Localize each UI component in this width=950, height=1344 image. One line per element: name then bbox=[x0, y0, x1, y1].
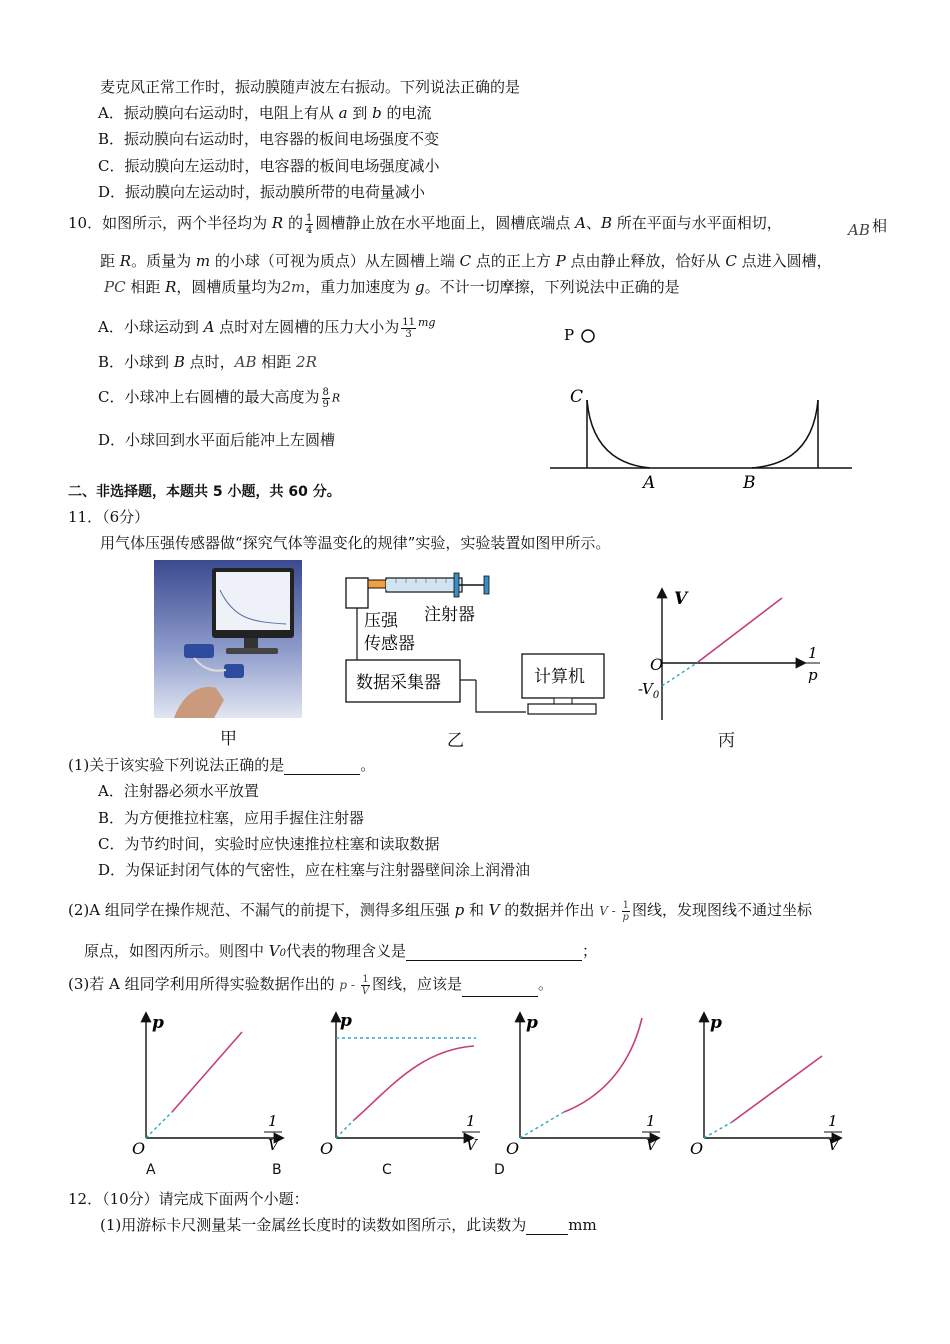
figure-jia-photo bbox=[154, 560, 302, 718]
q11-header: 11．（6分） bbox=[68, 508, 150, 526]
q10-option-c: C．小球冲上右圆槽的最大高度为 $\frac{8}{9}$ R bbox=[98, 386, 341, 410]
p-1v-expression: p - $\frac{1}{V}$ bbox=[339, 974, 370, 997]
figure-yi-label: 乙 bbox=[447, 731, 464, 751]
q10-line1: 10．如图所示，两个半径均为 R 的 $\frac{1}{4}$ 圆槽静止放在水平地面上，圆槽底端点 A、B 所在平面与水平面相切， bbox=[68, 212, 782, 236]
figure-jia-label: 甲 bbox=[220, 729, 237, 749]
label-collector: 数据采集器 bbox=[356, 673, 441, 693]
svg-text:1: 1 bbox=[466, 1112, 476, 1130]
label-syringe: 注射器 bbox=[424, 605, 475, 625]
q12-part1: (1)用游标卡尺测量某一金属丝长度时的读数如图所示，此读数为 mm bbox=[100, 1216, 597, 1234]
q10-option-a: A．小球运动到 A 点时对左圆槽的压力大小为 $\frac{11}{3}$ $^{mg}$ bbox=[98, 316, 436, 340]
q12-header: 12．（10分）请完成下面两个小题： bbox=[68, 1190, 309, 1208]
q9-option-d: D．振动膜向左运动时，振动膜所带的电荷量减小 bbox=[98, 183, 426, 201]
svg-text:p: p bbox=[340, 1011, 352, 1031]
q11-part1-answer-blank[interactable] bbox=[284, 758, 360, 775]
label-computer: 计算机 bbox=[534, 667, 585, 687]
choice-graph-d[interactable] bbox=[690, 1013, 842, 1158]
svg-text:V: V bbox=[828, 1136, 839, 1154]
choice-label-b: B bbox=[272, 1162, 282, 1178]
origin-label: O bbox=[650, 655, 664, 674]
label-sensor-line1: 压强 bbox=[364, 611, 398, 631]
q9-option-c: C．振动膜向左运动时，电容器的板间电场强度减小 bbox=[98, 157, 440, 175]
neg-v0-label: $-V_0$ bbox=[638, 680, 660, 701]
svg-text:1: 1 bbox=[646, 1112, 656, 1130]
q11-part2-line2: 原点，如图丙所示。则图中 V0代表的物理含义是 ； bbox=[84, 942, 598, 960]
q10-line1-end: 相 bbox=[872, 217, 888, 235]
computer-base bbox=[528, 704, 596, 714]
svg-text:V: V bbox=[646, 1136, 657, 1154]
label-b: B bbox=[743, 473, 756, 493]
v-1p-expression: V - $\frac{1}{p}$ bbox=[599, 900, 629, 923]
figure-yi-apparatus bbox=[340, 568, 610, 718]
svg-text:O: O bbox=[132, 1139, 146, 1158]
data-line bbox=[698, 598, 782, 662]
q11-part2-answer-blank[interactable] bbox=[406, 944, 582, 961]
q12-part1-answer-blank[interactable] bbox=[526, 1218, 568, 1235]
svg-text:O: O bbox=[690, 1139, 704, 1158]
q10-option-d: D．小球回到水平面后能冲上左圆槽 bbox=[98, 431, 336, 449]
q11-part1-option-c: C．为节约时间，实验时应快速推拉柱塞和读取数据 bbox=[98, 835, 440, 853]
axis-p-label: p bbox=[808, 666, 818, 684]
label-sensor-line2: 传感器 bbox=[364, 634, 415, 654]
q10-line3: PC 相距 R，圆槽质量均为2m，重力加速度为 g。不计一切摩擦，下列说法中正确的是 bbox=[104, 278, 680, 296]
plunger-handle bbox=[484, 576, 489, 594]
sensor-box bbox=[346, 578, 368, 608]
q9-option-a: A．振动膜向右运动时，电阻上有从 a 到 b 的电流 bbox=[98, 104, 432, 122]
q11-part3-answer-blank[interactable] bbox=[462, 980, 538, 997]
axis-1-label: 1 bbox=[808, 644, 818, 662]
ball-icon bbox=[582, 330, 594, 342]
choice-label-d: D bbox=[494, 1162, 505, 1178]
choice-graph-b[interactable] bbox=[320, 1011, 480, 1158]
svg-text:V: V bbox=[268, 1136, 279, 1154]
q11-intro: 用气体压强传感器做“探究气体等温变化的规律”实验，实验装置如图甲所示。 bbox=[100, 534, 611, 552]
q9-stem: 麦克风正常工作时，振动膜随声波左右振动。下列说法正确的是 bbox=[100, 78, 521, 96]
svg-text:O: O bbox=[506, 1139, 520, 1158]
q10-ab-symbol: AB bbox=[848, 221, 870, 239]
q11-part1: (1)关于该实验下列说法正确的是 。 bbox=[68, 756, 376, 774]
q11-part2-line1: (2)A 组同学在操作规范、不漏气的前提下，测得多组压强 p 和 V 的数据并作出 V - $\frac{1}{p}$ 图线，发现图线不通过坐标 bbox=[68, 900, 812, 923]
svg-text:O: O bbox=[320, 1139, 334, 1158]
choice-graph-c[interactable] bbox=[506, 1013, 660, 1158]
q11-part1-option-b: B．为方便推拉柱塞，应用手握住注射器 bbox=[98, 809, 365, 827]
label-c: C bbox=[570, 387, 584, 407]
q10-figure bbox=[540, 318, 860, 498]
q11-choice-graphs bbox=[120, 1008, 860, 1158]
q11-part1-option-a: A．注射器必须水平放置 bbox=[98, 782, 259, 800]
svg-text:p: p bbox=[152, 1013, 164, 1033]
q11-part3: (3)若 A 组同学利用所得实验数据作出的 p - $\frac{1}{V}$ 图线，应该是 。 bbox=[68, 974, 554, 997]
right-groove-arc bbox=[752, 400, 818, 468]
axis-v-label: V bbox=[674, 589, 688, 609]
section-2-heading: 二、非选择题，本题共 5 小题，共 60 分。 bbox=[68, 484, 341, 500]
svg-text:p: p bbox=[526, 1013, 538, 1033]
q11-part1-option-d: D．为保证封闭气体的气密性，应在柱塞与注射器壁间涂上润滑油 bbox=[98, 861, 531, 879]
choice-label-c: C bbox=[382, 1162, 392, 1178]
q9-option-b: B．振动膜向右运动时，电容器的板间电场强度不变 bbox=[98, 130, 440, 148]
extrapolation-dashed bbox=[662, 662, 698, 686]
label-a: A bbox=[643, 473, 656, 493]
q10-option-b: B．小球到 B 点时，AB 相距 2R bbox=[98, 353, 317, 371]
svg-text:V: V bbox=[466, 1136, 477, 1154]
figure-bing-label: 丙 bbox=[718, 731, 735, 751]
svg-text:1: 1 bbox=[828, 1112, 838, 1130]
left-groove-arc bbox=[587, 400, 650, 468]
svg-text:1: 1 bbox=[268, 1112, 278, 1130]
figure-bing-graph bbox=[636, 584, 826, 724]
svg-text:p: p bbox=[710, 1013, 722, 1033]
label-p: P bbox=[564, 326, 575, 344]
choice-graph-a[interactable] bbox=[132, 1013, 282, 1158]
choice-label-a: A bbox=[146, 1162, 156, 1178]
q10-line2: 距 R。质量为 m 的小球（可视为质点）从左圆槽上端 C 点的正上方 P 点由静止释放，恰好从 C 点进入圆槽， bbox=[100, 252, 832, 270]
